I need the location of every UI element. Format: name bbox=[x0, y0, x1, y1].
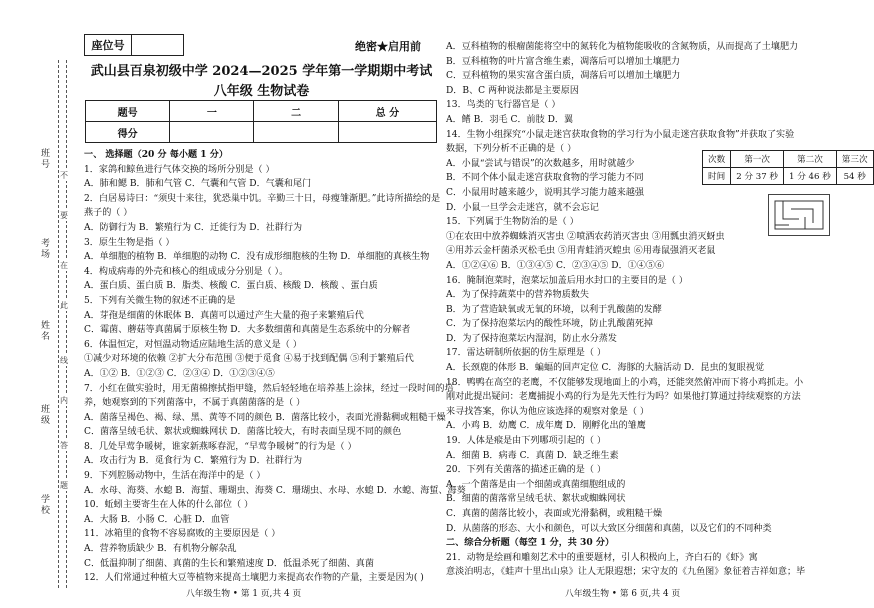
question-line: 养，她观察到的下列菌落中，不属于真菌菌落的是（ ） bbox=[84, 398, 306, 409]
question-line: C．豆科植物的果实富含蛋白质，凋落后可以增加土壤肥力 bbox=[446, 71, 681, 82]
question-line: A．蛋白质、蛋白质 B．脂类、核酸 C．蛋白质、核酸 D．核酸 、蛋白质 bbox=[84, 281, 378, 292]
question-line: 3．原生生物是指（ ） bbox=[84, 237, 175, 248]
question-line: A．攻击行为 B．觅食行为 C．繁殖行为 D．社群行为 bbox=[84, 456, 303, 467]
exam-title: 武山县百泉初级中学 2024—2025 学年第一学期期中考试 bbox=[90, 64, 433, 79]
score-header-cell: 二 bbox=[254, 101, 338, 122]
question-line: B．豆科植物的叶片富含维生素，凋落后可以增加土壤肥力 bbox=[446, 56, 681, 67]
table-row bbox=[703, 168, 874, 185]
question-line: A．肺和鳃 B．肺和气管 C．气囊和气管 D．气囊和尾门 bbox=[84, 179, 312, 190]
question-line: 1．家鸽和鲸鱼进行气体交换的场所分别是（ ） bbox=[84, 164, 275, 175]
question-line: 6．体温恒定，对恒温动物适应陆地生活的意义是（ ） bbox=[84, 339, 302, 350]
question-line: 9．下列腔肠动物中，生活在海洋中的是（ ） bbox=[84, 471, 266, 482]
question-line: B．不同个体小鼠走迷宫获取食物的学习能力不同 bbox=[446, 173, 644, 184]
footer-page-left: 八年级生物 • 第 1 页,共 4 页 bbox=[186, 589, 302, 599]
question-line: A．①② B．①②③ C．②③④ D．①②③④⑤ bbox=[84, 368, 275, 379]
score-header-cell: 题号 bbox=[86, 101, 170, 122]
question-line: 20．下列有关菌落的描述正确的是（ ） bbox=[446, 465, 606, 476]
score-table bbox=[85, 100, 437, 143]
cut-line bbox=[66, 60, 67, 588]
question-line: C．菌落呈绒毛状、絮状或蜘蛛网状 D．菌落比较大，有时表面呈现不同的颜色 bbox=[84, 427, 402, 438]
table-row bbox=[86, 122, 437, 143]
exam-subtitle: 八年级 生物试卷 bbox=[213, 84, 310, 99]
question-line: A．一个菌落是由一个细菌或真菌细胞组成的 bbox=[446, 479, 626, 490]
question-line: C．霉菌、蘑菇等真菌属于原核生物 D．大多数细菌和真菌是生态系统中的分解者 bbox=[84, 325, 411, 336]
question-line: C．真菌的菌落比较小，表面或光滑黏稠，或粗糙干燥 bbox=[446, 509, 663, 519]
question-line: A．小鸡 B．幼鹰 C．成年鹰 D．刚孵化出的雏鹰 bbox=[446, 421, 646, 432]
question-line: A．大肠 B．小肠 C．心脏 D．血管 bbox=[84, 514, 230, 525]
question-line: 15．下列属于生物防治的是（ ） bbox=[446, 217, 579, 228]
margin-mark: 内 bbox=[60, 396, 68, 405]
question-line: A．水母、海葵、水螅 B．海蜇、珊瑚虫、海葵 C．珊瑚虫、水母、水螅 D．水螅、海蜇、海葵 bbox=[84, 485, 466, 496]
margin-mark: 此 bbox=[60, 301, 68, 310]
question-line: 7．小红在做实验时，用无菌棉擦拭指甲缝，然后轻轻地在培养基上涂抹，经过一段时间的培 bbox=[84, 383, 454, 394]
question-line: A．营养物质缺少 B．有机物分解杂乱 bbox=[84, 544, 237, 555]
question-line: 意淡泊明志，《蛙声十里出山泉》让人无限遐想；宋守友的《九鱼图》象征着吉祥如意；毕 bbox=[446, 567, 806, 578]
score-entry-cell[interactable] bbox=[338, 122, 436, 143]
question-line: D．为了保持泡菜坛内湿润，防止水分蒸发 bbox=[446, 333, 617, 344]
question-line: 13．鸟类的飞行器官是（ ） bbox=[446, 100, 561, 111]
margin-label-room: 考场 bbox=[39, 238, 49, 260]
question-line: A．细菌 B．病毒 C．真菌 D．缺乏维生素 bbox=[446, 450, 619, 461]
question-line: 19．人体是瘊是由下列哪项引起的（ ） bbox=[446, 436, 606, 447]
question-line: 18．鸭鸭在高空的老鹰，不仅能够发现地面上的小鸡，还能突然俯冲而下将小鸡抓走。小 bbox=[446, 377, 804, 388]
question-line: C．低温抑制了细菌、真菌的生长和繁殖速度 D．低温杀死了细菌、真菌 bbox=[84, 558, 374, 569]
margin-mark: 答 bbox=[60, 441, 68, 450]
question-line: A．鳍 B．羽毛 C．前肢 D．翼 bbox=[446, 114, 574, 125]
margin-label-name: 姓名 bbox=[39, 320, 49, 342]
binding-margin bbox=[0, 0, 80, 608]
question-line: 14．生物小组探究“小鼠走迷宫获取食物的学习行为小鼠走迷宫获取食物”并获取了实验 bbox=[446, 129, 795, 140]
question-line: A．防御行为 B．繁殖行为 C．迁徙行为 D．社群行为 bbox=[84, 222, 303, 233]
question-line: 2．白居易诗曰：“须臾十来往，犹恐巢中饥。辛勤三十日，母瘦雏渐肥。”此诗所描绘的是 bbox=[84, 193, 441, 204]
margin-mark: 在 bbox=[60, 261, 68, 270]
question-line: A．单细胞的植物 B．单细胞的动物 C．没有成形细胞核的生物 D．单细胞的真核生物 bbox=[84, 252, 430, 263]
margin-label-seat-no: 班号 bbox=[39, 148, 49, 170]
question-line: 11．冰箱里的食物不容易腐败的主要原因是（ ） bbox=[84, 529, 281, 540]
question-line: 5．下列有关微生物的叙述不正确的是 bbox=[84, 295, 236, 306]
right-column-questions bbox=[446, 40, 846, 580]
question-line: 数据，下列分析不正确的是（ ） bbox=[446, 144, 577, 155]
question-line: A．豆科植物的根瘤菌能将空中的氮转化为植物能吸收的含氮物质，从而提高了土壤肥力 bbox=[446, 42, 799, 52]
seat-number-box[interactable] bbox=[84, 34, 184, 56]
question-line: D．B、C 两种说法都是主要原因 bbox=[446, 85, 579, 96]
times-cell: 54 秒 bbox=[836, 168, 873, 185]
margin-mark: 题 bbox=[60, 481, 68, 490]
table-row bbox=[703, 151, 874, 168]
question-line: A．为了保持蔬菜中的营养物质数失 bbox=[446, 290, 589, 301]
question-line: ①减少对环境的依赖 ②扩大分布范围 ③便于觅食 ④易于找到配偶 ⑤利于繁殖后代 bbox=[84, 354, 414, 365]
question-line: 17．雷达研制所依据的仿生原理是（ ） bbox=[446, 348, 606, 359]
score-entry-cell[interactable] bbox=[170, 122, 254, 143]
question-line: A．①②④⑥ B．①③④⑤ C．②③④⑤ D．①④⑤⑥ bbox=[446, 260, 665, 271]
cut-line bbox=[58, 60, 59, 588]
table-row bbox=[86, 101, 437, 122]
times-cell: 第三次 bbox=[836, 151, 873, 168]
question-line: A．菌落呈褐色、褐、绿、黑、黄等不同的颜色 B．菌落比较小，表面光滑黏稠或粗糙干燥 bbox=[84, 412, 446, 423]
question-line: D．小鼠一旦学会走迷宫，就不会忘记 bbox=[446, 202, 599, 213]
maze-diagram bbox=[768, 194, 830, 236]
score-row-label: 得分 bbox=[86, 122, 170, 143]
confidential-mark: 绝密★启用前 bbox=[355, 40, 421, 53]
question-line: 21．动物是绘画和雕刻艺术中的重要题材，引人积极向上，齐白石的《虾》寓 bbox=[446, 552, 758, 563]
times-cell: 1 分 46 秒 bbox=[784, 168, 837, 185]
question-line: C．小鼠用时越来越少，说明其学习能力越来越强 bbox=[446, 187, 644, 198]
question-line: 二、综合分析题（每空 1 分，共 30 分） bbox=[446, 537, 615, 549]
margin-label-class: 班级 bbox=[39, 404, 49, 426]
left-column-questions bbox=[84, 148, 466, 586]
question-line: 4．构成病毒的外壳和核心的组成成分分别是（ ）。 bbox=[84, 266, 289, 277]
question-line: 刚对此提出疑问：老鹰捕捉小鸡的行为是先天性行为吗？如果他打算通过持续观察的方法 bbox=[446, 392, 801, 403]
margin-mark: 要 bbox=[60, 211, 68, 220]
maze-times-table bbox=[702, 150, 874, 185]
question-line: A．芽孢是细菌的休眠体 B．真菌可以通过产生大量的孢子来繁殖后代 bbox=[84, 310, 364, 321]
margin-label-school: 学校 bbox=[39, 494, 49, 516]
times-cell: 2 分 37 秒 bbox=[731, 168, 784, 185]
question-line: C．为了保持泡菜坛内的酸性环境，防止乳酸菌死掉 bbox=[446, 319, 654, 330]
score-entry-cell[interactable] bbox=[254, 122, 338, 143]
question-line: D．从菌落的形态、大小和颜色，可以大致区分细菌和真菌，以及它们的不同种类 bbox=[446, 523, 772, 534]
question-line: ①在农田中放养蜘蛛消灭害虫 ②喷洒农药消灭害虫 ③用瓢虫消灭蚜虫 bbox=[446, 231, 725, 242]
times-cell: 第二次 bbox=[784, 151, 837, 168]
question-line: B．为了营造缺氧或无氧的环境，以利于乳酸菌的发酵 bbox=[446, 304, 662, 315]
question-line: 8．几处早莺争暖树，谁家新燕啄春泥，“早莺争暖树”的行为是（ ） bbox=[84, 441, 357, 452]
question-line: 16．腌制泡菜时，泡菜坛加盖后用水封口的主要目的是（ ） bbox=[446, 275, 688, 286]
score-header-cell: 一 bbox=[170, 101, 254, 122]
question-line: 12．人们常通过种植大豆等植物来提高土壤肥力来提高农作物的产量，主要是因为( ) bbox=[84, 573, 424, 584]
times-cell: 第一次 bbox=[731, 151, 784, 168]
question-line: B．细菌的菌落常呈绒毛状、絮状或蜘蛛网状 bbox=[446, 494, 626, 505]
question-line: 一、 选择题（20 分 每小题 1 分） bbox=[84, 149, 228, 160]
seat-number-label: 座位号 bbox=[85, 35, 132, 55]
margin-mark: 不 bbox=[60, 171, 68, 180]
times-cell: 时间 bbox=[703, 168, 731, 185]
score-header-cell: 总 分 bbox=[338, 101, 436, 122]
footer-page-right: 八年级生物 • 第 6 页,共 4 页 bbox=[565, 589, 681, 599]
question-line: ④用苏云金杆菌杀灭松毛虫 ⑤用青蛙消灭蝗虫 ⑥用毒鼠强消灭老鼠 bbox=[446, 246, 716, 257]
question-line: 来寻找答案，你认为他应该选择的观察对象是（ ） bbox=[446, 406, 649, 417]
times-cell: 次数 bbox=[703, 151, 731, 168]
question-line: A．长颈鹿的体形 B．蝙蝠的回声定位 C．海豚的大脑活动 D．昆虫的复眼视觉 bbox=[446, 363, 765, 374]
question-line: A．小鼠“尝试与错误”的次数越多，用时就越少 bbox=[446, 158, 635, 169]
margin-mark: 线 bbox=[60, 356, 68, 365]
question-line: 10．蚯蚓主要寄生在人体的什么部位（ ） bbox=[84, 500, 254, 511]
question-line: 燕子的（ ） bbox=[84, 208, 133, 219]
